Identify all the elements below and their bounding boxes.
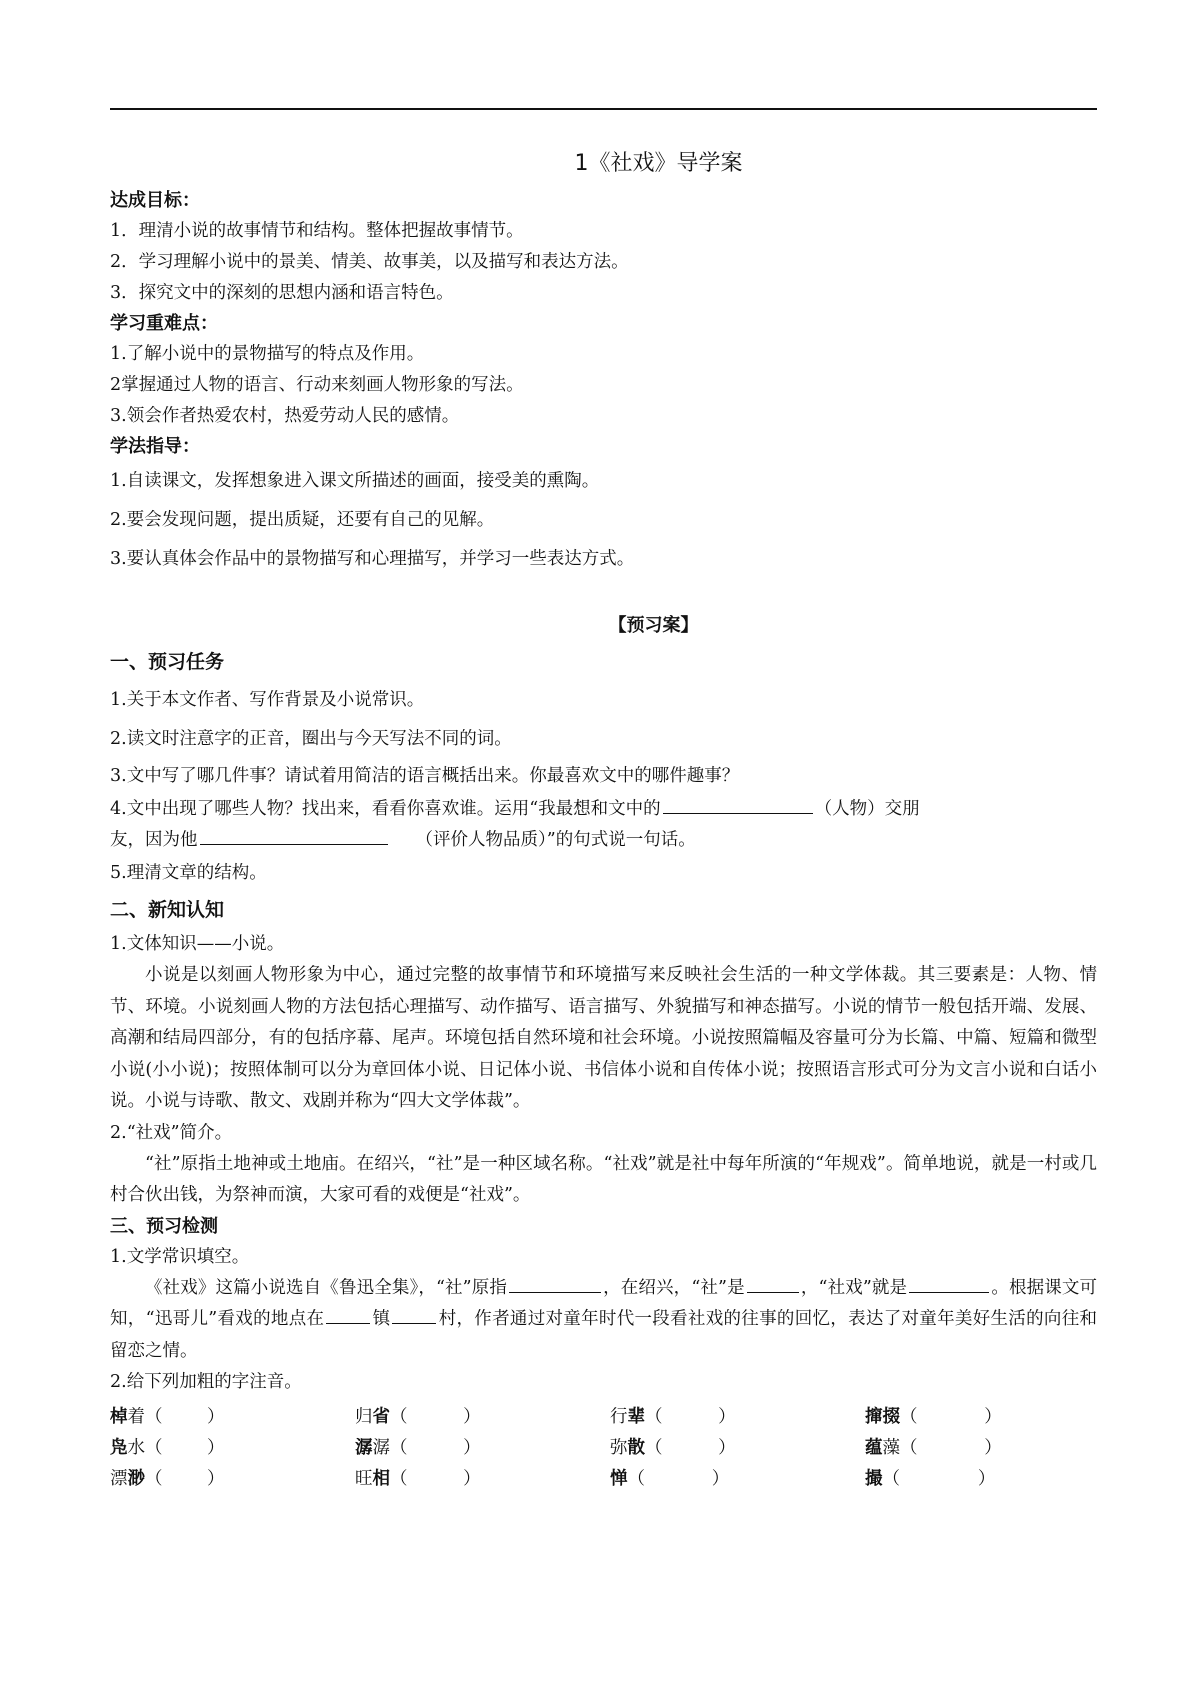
task-item: 5.理清文章的结构。 [110, 863, 267, 883]
answer-blank[interactable] [509, 1274, 601, 1293]
answer-blank[interactable] [392, 1305, 436, 1324]
fill-text: ，“社戏”就是 [800, 1277, 908, 1298]
pinyin-item[interactable]: 惮（ ） [610, 1469, 730, 1489]
answer-blank[interactable] [200, 826, 388, 845]
answer-blank[interactable] [747, 1274, 799, 1293]
task-item: 3.文中写了哪几件事？请试着用简洁的语言概括出来。你最喜欢文中的哪件趣事？ [110, 766, 740, 786]
pinyin-item[interactable]: 弥散（ ） [610, 1438, 736, 1458]
method-item: 3.要认真体会作品中的景物描写和心理描写，并学习一些表达方式。 [110, 549, 635, 569]
key-points-item: 1.了解小说中的景物描写的特点及作用。 [110, 344, 425, 364]
answer-blank[interactable] [909, 1274, 989, 1293]
answer-blank[interactable] [663, 795, 813, 814]
pinyin-item[interactable]: 行辈（ ） [610, 1407, 736, 1427]
knowledge-heading: 二、新知认知 [110, 899, 225, 921]
fill-in-paragraph [110, 1273, 1097, 1368]
task-item: 1.关于本文作者、写作背景及小说常识。 [110, 690, 425, 710]
goals-item: 1．理清小说的故事情节和结构。整体把握故事情节。 [110, 221, 524, 241]
pinyin-item[interactable]: 潺潺（ ） [355, 1438, 481, 1458]
task-item: 2.读文时注意字的正音，圈出与今天写法不同的词。 [110, 729, 512, 749]
pinyin-item[interactable]: 棹着（ ） [110, 1407, 225, 1427]
check-heading: 三、预习检测 [110, 1215, 218, 1237]
fill-text: 村，作者通过对童年时代一段看社戏的往事的回忆，表达了对童年美好生活的向往和留恋之情。 [110, 1309, 1097, 1361]
key-points-item: 2掌握通过人物的语言、行动来刻画人物形象的写法。 [110, 375, 524, 395]
knowledge-sub: 2.“社戏”简介。 [110, 1122, 233, 1143]
answer-blank[interactable] [326, 1305, 370, 1324]
document-content [110, 142, 1097, 1495]
task-4-text-c: 友，因为他 [110, 830, 198, 850]
fill-text: 镇 [372, 1309, 391, 1329]
goals-item: 3．探究文中的深刻的思想内涵和语言特色。 [110, 283, 454, 303]
knowledge-paragraph: 小说是以刻画人物形象为中心，通过完整的故事情节和环境描写来反映社会生活的一种文学体裁。其三要素是：人物、情节、环境。小说刻画人物的方法包括心理描写、动作描写、语言描写、外貌描写和神态描写。小说的情节一般包括开端、发展、高潮和结局四部分，有的包括序幕、尾声。环境包括自然环境和社会环境。小说按照篇幅及容量可分为长篇、中篇、短篇和微型小说(小小说)；按照体制可以分为章回体小说、日记体小说、书信体小说和自传体小说；按照语言形式可分为文言小说和白话小说。小说与诗歌、散文、戏剧并称为“四大文学体裁”。 [110, 965, 1097, 1111]
preview-heading: 【预习案】 [608, 615, 699, 636]
tasks-heading: 一、预习任务 [110, 651, 225, 673]
page-title: 1《社戏》导学案 [574, 151, 743, 176]
check-sub: 2.给下列加粗的字注音。 [110, 1372, 302, 1392]
method-item: 1.自读课文，发挥想象进入课文所描述的画面，接受美的熏陶。 [110, 471, 600, 491]
fill-text: ，在绍兴，“社”是 [603, 1277, 745, 1298]
knowledge-paragraph: “社”原指土地神或土地庙。在绍兴，“社”是一种区域名称。“社戏”就是社中每年所演的“年规戏”。简单地说，就是一村或几村合伙出钱，为祭神而演，大家可看的戏便是“社戏”。 [110, 1153, 1097, 1205]
fill-text: 。根据课文可知，“迅哥儿”看戏的地点在 [110, 1277, 1097, 1329]
method-heading: 学法指导： [110, 436, 200, 457]
method-item: 2.要会发现问题，提出质疑，还要有自己的见解。 [110, 510, 495, 530]
key-points-heading: 学习重难点： [110, 313, 218, 334]
pinyin-item[interactable]: 凫水（ ） [110, 1438, 225, 1458]
task-4-text-b: （人物）交朋 [814, 799, 920, 819]
key-points-item: 3.领会作者热爱农村，热爱劳动人民的感情。 [110, 406, 460, 426]
pinyin-grid [110, 1402, 1097, 1495]
knowledge-sub: 1.文体知识——小说。 [110, 934, 285, 954]
task-4-text-d: （评价人物品质）”的句式说一句话。 [415, 830, 696, 850]
pinyin-item[interactable]: 蕴藻（ ） [865, 1438, 1002, 1458]
fill-text: 《社戏》这篇小说选自《鲁迅全集》，“社”原指 [145, 1277, 508, 1298]
pinyin-item[interactable]: 归省（ ） [355, 1407, 481, 1427]
pinyin-item[interactable]: 撺掇（ ） [865, 1407, 1002, 1427]
pinyin-item[interactable]: 旺相（ ） [355, 1469, 481, 1489]
task-4-text-a: 4.文中出现了哪些人物？找出来，看看你喜欢谁。运用“我最想和文中的 [110, 799, 661, 819]
pinyin-item[interactable]: 漂渺（ ） [110, 1469, 225, 1489]
pinyin-item[interactable]: 撮（ ） [865, 1469, 996, 1489]
goals-heading: 达成目标： [110, 190, 200, 211]
goals-item: 2．学习理解小说中的景美、情美、故事美，以及描写和表达方法。 [110, 252, 629, 272]
check-sub: 1.文学常识填空。 [110, 1246, 250, 1267]
header-rule [110, 108, 1097, 110]
task-item-4 [110, 794, 1097, 856]
